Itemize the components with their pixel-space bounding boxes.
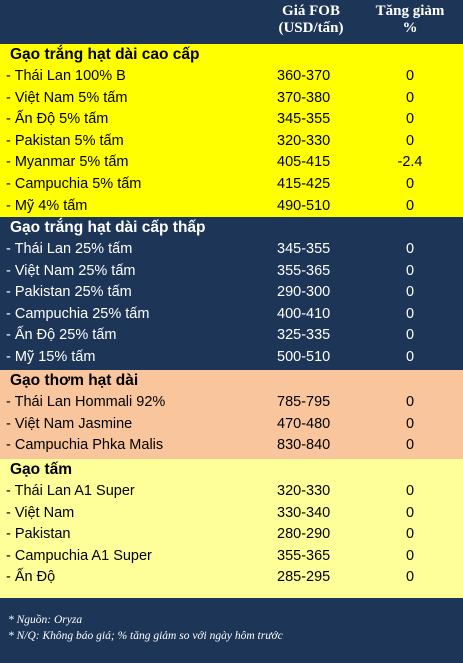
row-price: 405-415 — [277, 154, 331, 171]
table-footer — [0, 598, 463, 663]
table-header — [0, 0, 463, 44]
table-row — [0, 109, 463, 131]
row-change: 0 — [405, 241, 415, 257]
row-change: 0 — [405, 68, 415, 84]
table-row — [0, 567, 463, 589]
row-name: - Pakistan 5% tấm — [6, 132, 124, 149]
row-change: 0 — [405, 327, 415, 344]
table-row — [0, 261, 463, 283]
row-price: 360-370 — [277, 68, 331, 84]
row-name: - Thái Lan 25% tấm — [6, 241, 133, 257]
change-header-line1: Tăng giảm — [375, 3, 445, 19]
row-price: 345-355 — [277, 111, 331, 128]
table-row — [0, 196, 463, 218]
row-price: 285-295 — [277, 569, 331, 586]
source-note: * Nguồn: Oryza — [8, 614, 83, 626]
row-name: - Pakistan 25% tấm — [6, 284, 132, 301]
row-change: 0 — [405, 547, 415, 564]
table-row — [0, 152, 463, 174]
table-row — [0, 88, 463, 110]
row-change: 0 — [405, 394, 415, 410]
section-title: Gạo trắng hạt dài cấp thấp — [10, 219, 206, 236]
row-price: 345-355 — [277, 241, 331, 257]
table-row — [0, 524, 463, 546]
change-header-line2: % — [402, 20, 418, 36]
table-row — [0, 481, 463, 503]
table-row — [0, 325, 463, 347]
row-name: - Campuchia A1 Super — [6, 547, 152, 564]
row-name: - Việt Nam — [6, 504, 75, 521]
row-price: 355-365 — [277, 547, 331, 564]
row-price: 470-480 — [277, 415, 331, 432]
change-column-header — [362, 3, 458, 37]
row-name: - Campuchia Phka Malis — [6, 437, 164, 454]
table-row — [0, 414, 463, 436]
row-price: 290-300 — [277, 284, 331, 301]
row-price: 370-380 — [277, 89, 331, 106]
row-price: 280-290 — [277, 526, 331, 543]
price-header-line2: (USD/tấn) — [278, 20, 344, 36]
section-title: Gạo thơm hạt dài — [10, 372, 139, 389]
table-row — [0, 174, 463, 196]
row-price: 355-365 — [277, 262, 331, 279]
price-header-line1: Giá FOB — [282, 3, 340, 19]
row-name: - Việt Nam 5% tấm — [6, 89, 128, 106]
row-price: 785-795 — [277, 394, 331, 410]
price-column-header — [258, 3, 364, 37]
row-price: 490-510 — [277, 197, 331, 214]
table-row — [0, 503, 463, 525]
row-name: - Thái Lan A1 Super — [6, 483, 135, 499]
section-title: Gạo tấm — [10, 461, 73, 478]
row-name: - Campuchia 25% tấm — [6, 305, 150, 322]
table-row — [0, 66, 463, 88]
row-name: - Campuchia 5% tấm — [6, 175, 142, 192]
section-broken-rice — [0, 459, 463, 598]
row-change: 0 — [405, 175, 415, 192]
row-name: - Việt Nam Jasmine — [6, 415, 133, 432]
row-change: 0 — [405, 305, 415, 322]
section-premium-white-rice — [0, 44, 463, 217]
row-change: 0 — [405, 415, 415, 432]
row-name: - Myanmar 5% tấm — [6, 154, 129, 171]
row-name: - Thái Lan Hommali 92% — [6, 394, 166, 410]
row-price: 400-410 — [277, 305, 331, 322]
row-change: 0 — [405, 111, 415, 128]
row-change: 0 — [405, 262, 415, 279]
row-change: 0 — [405, 483, 415, 499]
row-price: 320-330 — [277, 132, 331, 149]
row-change: 0 — [405, 437, 415, 454]
row-name: - Ấn Độ 25% tấm — [6, 327, 117, 344]
table-row — [0, 131, 463, 153]
row-price: 325-335 — [277, 327, 331, 344]
row-price: 500-510 — [277, 348, 331, 365]
section-fragrant-rice — [0, 370, 463, 459]
row-name: - Pakistan — [6, 526, 71, 543]
row-name: - Mỹ 15% tấm — [6, 348, 96, 365]
table-row — [0, 304, 463, 326]
row-change: 0 — [405, 526, 415, 543]
table-row — [0, 282, 463, 304]
section-title: Gạo trắng hạt dài cao cấp — [10, 46, 200, 63]
row-price: 330-340 — [277, 504, 331, 521]
table-row — [0, 435, 463, 457]
row-change: 0 — [405, 504, 415, 521]
row-name: - Thái Lan 100% B — [6, 68, 126, 84]
table-row — [0, 347, 463, 369]
row-price: 415-425 — [277, 175, 331, 192]
table-row — [0, 239, 463, 261]
row-name: - Ấn Độ 5% tấm — [6, 111, 109, 128]
row-change: 0 — [405, 348, 415, 365]
table-row — [0, 546, 463, 568]
row-name: - Mỹ 4% tấm — [6, 197, 88, 214]
row-price: 830-840 — [277, 437, 331, 454]
section-low-grade-white-rice — [0, 217, 463, 370]
row-name: - Ấn Độ — [6, 569, 56, 586]
row-change: 0 — [405, 197, 415, 214]
row-change: 0 — [405, 89, 415, 106]
table-row — [0, 392, 463, 414]
row-name: - Việt Nam 25% tấm — [6, 262, 136, 279]
row-change: 0 — [405, 132, 415, 149]
legend-note: * N/Q: Không báo giá; % tăng giảm so với ngày hôm trước — [8, 630, 283, 642]
row-change: -2.4 — [397, 154, 423, 171]
row-change: 0 — [405, 284, 415, 301]
row-price: 320-330 — [277, 483, 331, 499]
row-change: 0 — [405, 569, 415, 586]
